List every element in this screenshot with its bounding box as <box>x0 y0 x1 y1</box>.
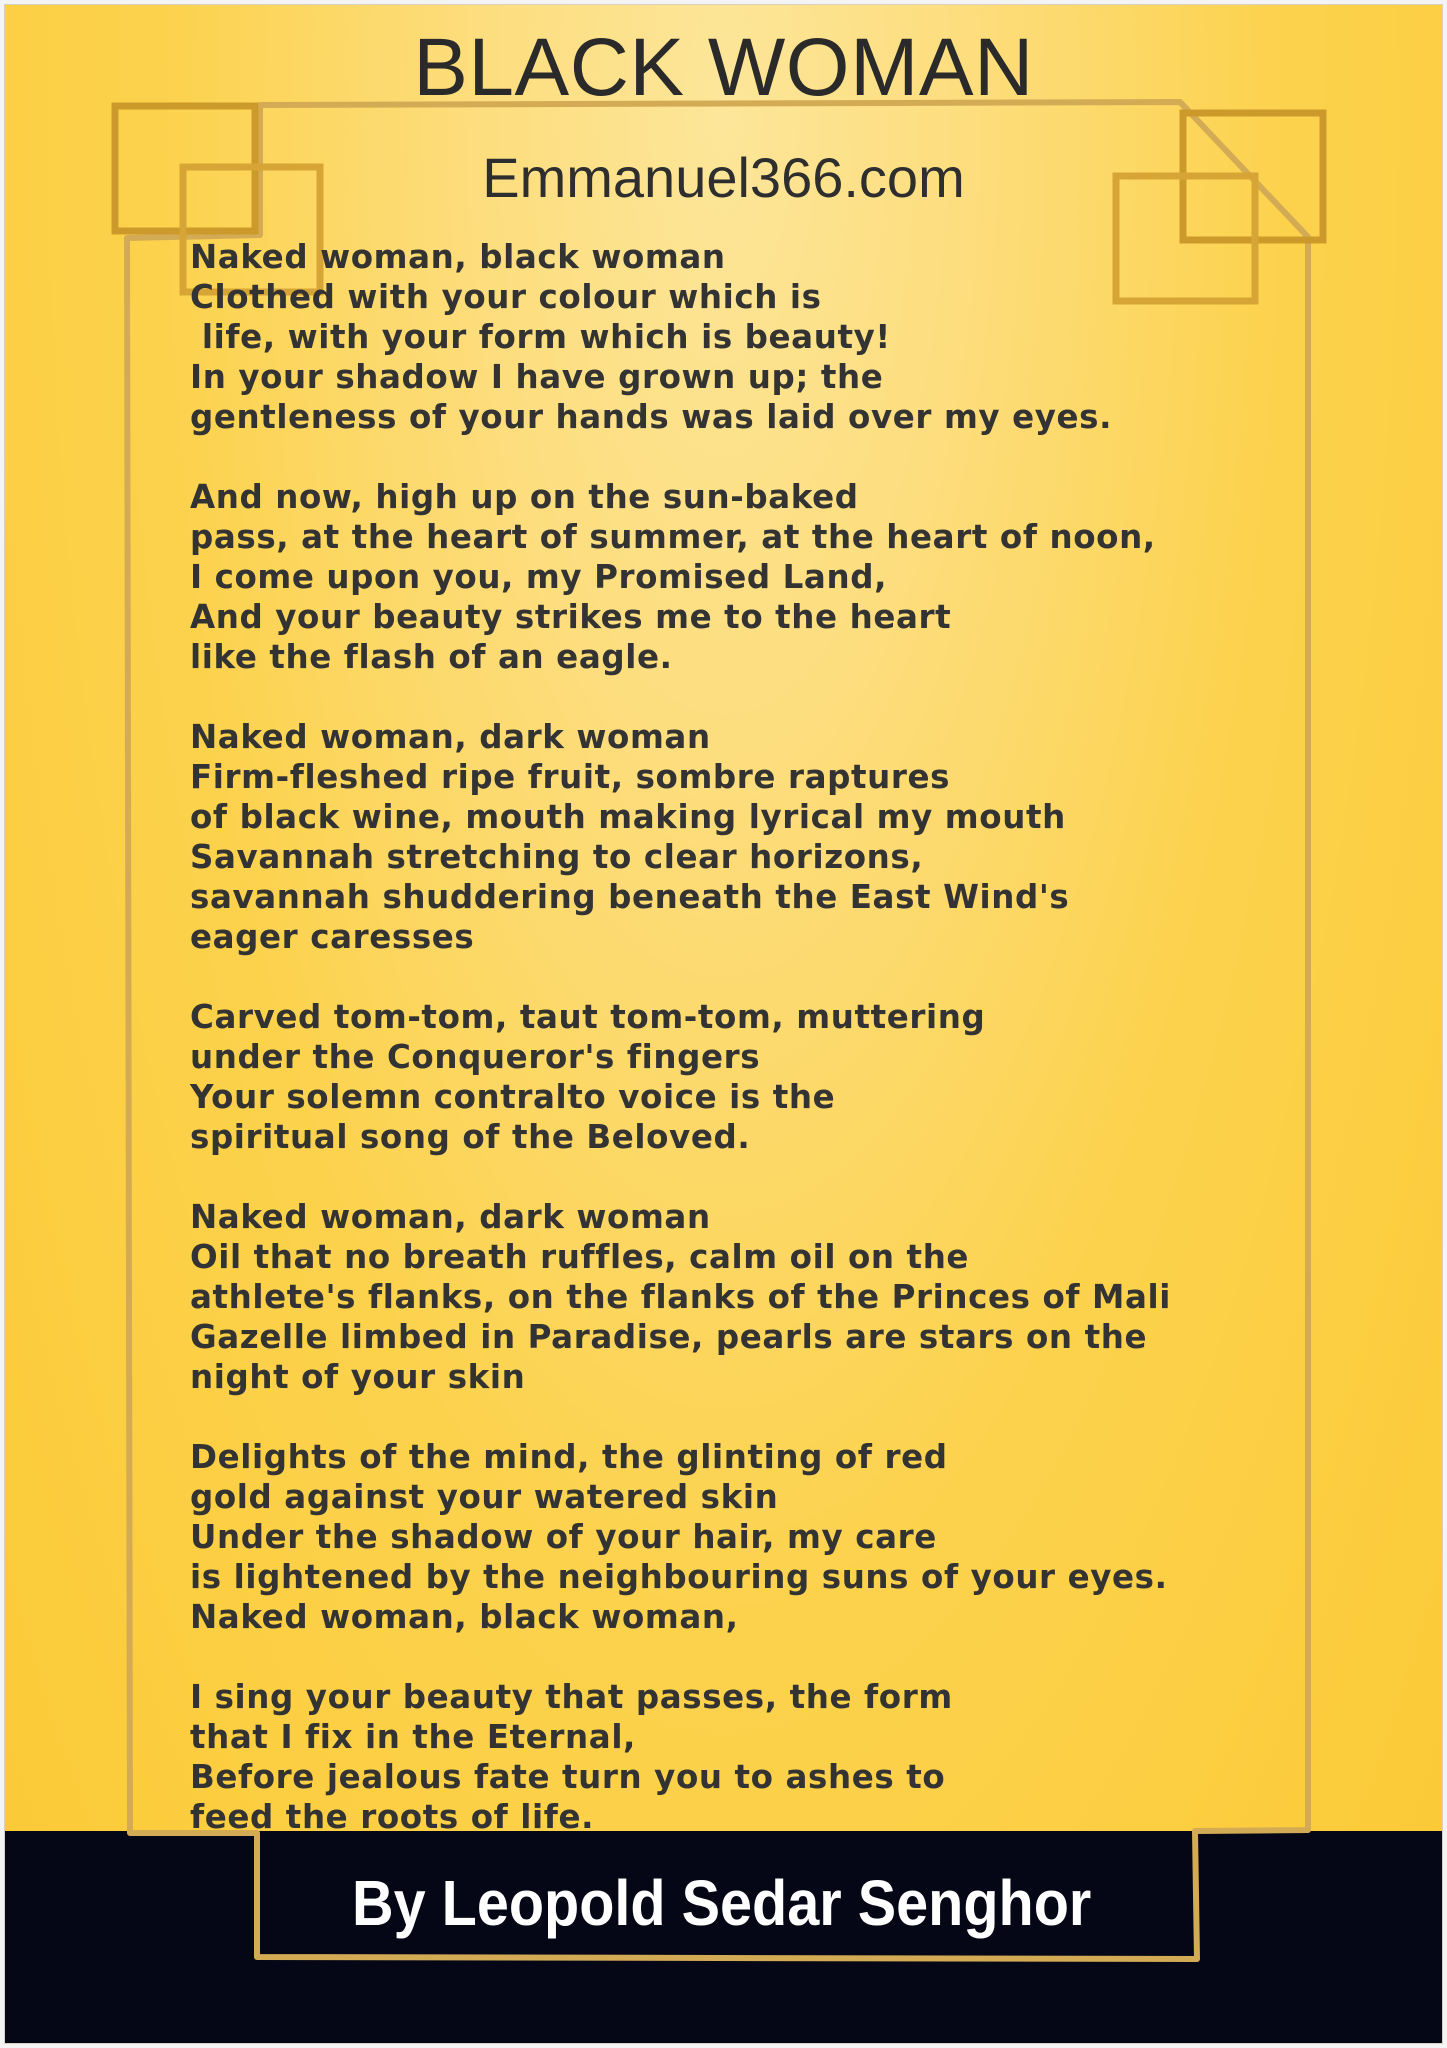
poem-line: night of your skin <box>190 1358 526 1396</box>
poem-line: eager caresses <box>190 918 475 956</box>
poem-line: I sing your beauty that passes, the form <box>190 1678 953 1716</box>
poem-stanza <box>190 1197 1340 1397</box>
poem-stanza <box>190 237 1340 437</box>
poem-line: gentleness of your hands was laid over my eyes. <box>190 398 1113 436</box>
poem-line: In your shadow I have grown up; the <box>190 358 884 396</box>
poem-line: Oil that no breath ruffles, calm oil on the <box>190 1238 970 1276</box>
poem-poster <box>4 4 1443 2044</box>
poem-line: Delights of the mind, the glinting of red <box>190 1438 948 1476</box>
poem-line: life, with your form which is beauty! <box>190 318 891 356</box>
poem-line: feed the roots of life. <box>190 1798 595 1836</box>
poem-line: Firm-fleshed ripe fruit, sombre raptures <box>190 758 951 796</box>
poem-stanza <box>190 997 1340 1157</box>
poem-line: is lightened by the neighbouring suns of your eyes. <box>190 1558 1168 1596</box>
poem-line: gold against your watered skin <box>190 1478 779 1516</box>
poem-line: of black wine, mouth making lyrical my mouth <box>190 798 1066 836</box>
poem-line: pass, at the heart of summer, at the heart of noon, <box>190 518 1156 556</box>
poem-line: And now, high up on the sun-baked <box>190 478 859 516</box>
poem-line: savannah shuddering beneath the East Wind's <box>190 878 1070 916</box>
poem-line: Before jealous fate turn you to ashes to <box>190 1758 946 1796</box>
poem-body <box>190 237 1340 1877</box>
poem-line: And your beauty strikes me to the heart <box>190 598 952 636</box>
poem-line: spiritual song of the Beloved. <box>190 1118 751 1156</box>
website-link[interactable]: Emmanuel366.com <box>482 146 965 209</box>
poem-line: Naked woman, dark woman <box>190 1198 711 1236</box>
poem-line: Naked woman, black woman <box>190 238 726 276</box>
poem-line: Naked woman, black woman, <box>190 1598 739 1636</box>
poem-stanza <box>190 477 1340 677</box>
poem-stanza <box>190 717 1340 957</box>
poem-line: like the flash of an eagle. <box>190 638 673 676</box>
poem-line: that I fix in the Eternal, <box>190 1718 637 1756</box>
poem-stanza <box>190 1437 1340 1637</box>
poem-line: Savannah stretching to clear horizons, <box>190 838 924 876</box>
poem-line: Under the shadow of your hair, my care <box>190 1518 937 1556</box>
poem-line: Gazelle limbed in Paradise, pearls are stars on the <box>190 1318 1148 1356</box>
poem-line: I come upon you, my Promised Land, <box>190 558 888 596</box>
poem-line: Carved tom-tom, taut tom-tom, muttering <box>190 998 986 1036</box>
poem-stanza <box>190 1677 1340 1837</box>
poem-line: under the Conqueror's fingers <box>190 1038 761 1076</box>
poem-title: BLACK WOMAN <box>413 22 1034 113</box>
poem-line: athlete's flanks, on the flanks of the Princes of Mali <box>190 1278 1172 1316</box>
poem-line: Clothed with your colour which is <box>190 278 822 316</box>
poem-line: Naked woman, dark woman <box>190 718 711 756</box>
poem-author: By Leopold Sedar Senghor <box>352 1867 1092 1939</box>
poem-line: Your solemn contralto voice is the <box>190 1078 836 1116</box>
